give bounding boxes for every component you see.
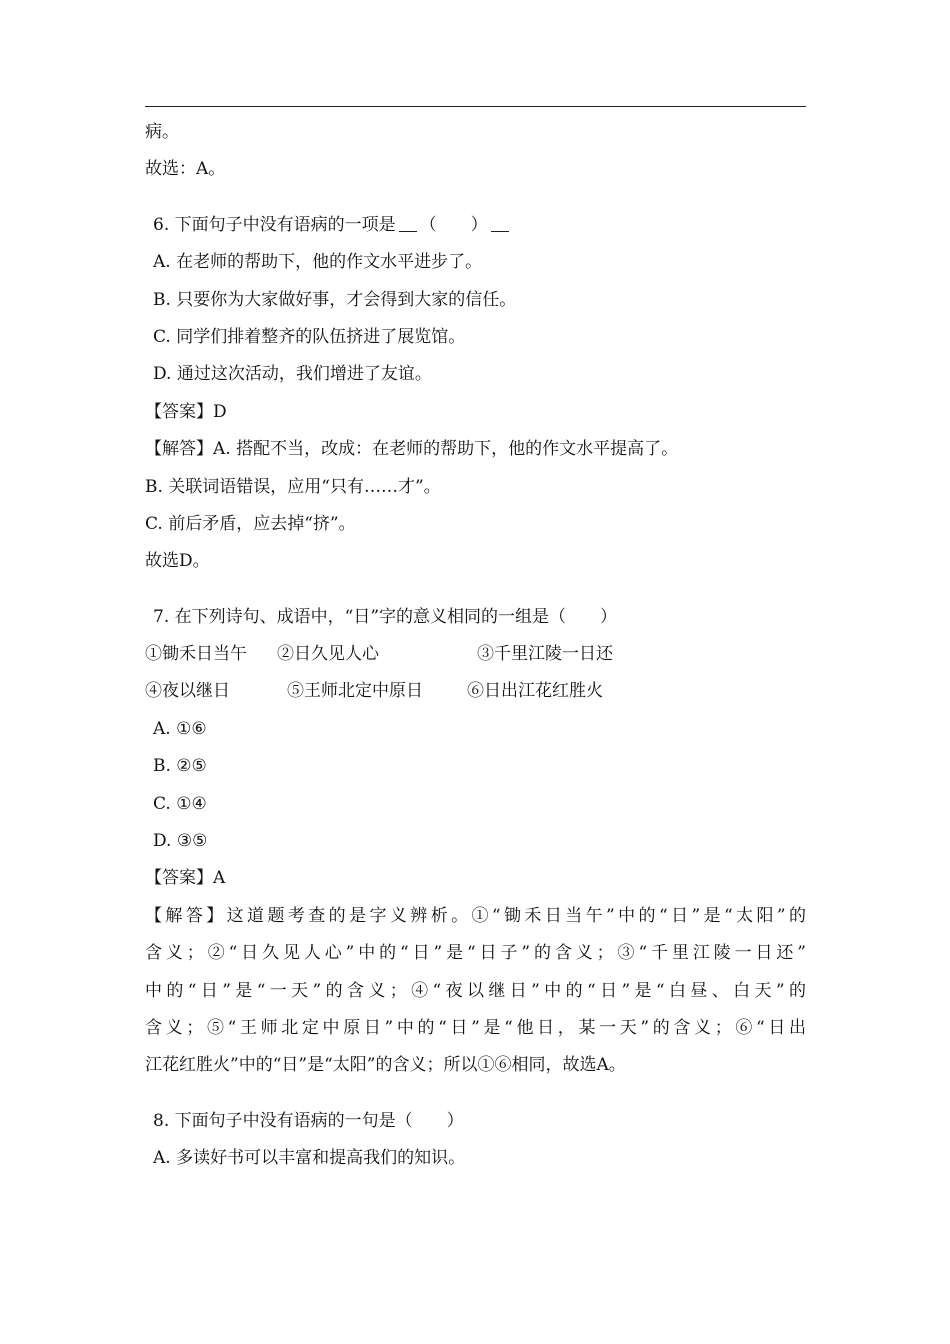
question-7 — [145, 599, 806, 1085]
answer-blank — [399, 215, 417, 232]
option-c: C. ①④ — [153, 793, 207, 814]
analysis-line: 【解答】这道题考查的是字义辨析。①“锄禾日当午”中的“日”是“太阳”的 — [145, 905, 806, 926]
analysis-line: 【解答】A. 搭配不当，改成：在老师的帮助下，他的作文水平提高了。 — [145, 439, 679, 460]
question-stem: 6. 下面句子中没有语病的一项是 （ ） — [145, 207, 806, 244]
answer-line: 【答案】D — [145, 401, 227, 422]
text-line: 故选：A。 — [145, 159, 226, 180]
option-a: A. ①⑥ — [153, 718, 207, 739]
analysis-line: 含义；②“日久见人心”中的“日”是“日子”的含义；③“千里江陵一日还” — [145, 943, 806, 964]
document-page — [145, 114, 806, 1178]
poem-item: ④夜以继日 — [145, 681, 230, 702]
option-d: D. 通过这次活动，我们增进了友谊。 — [153, 364, 432, 385]
option-d: D. ③⑤ — [153, 831, 208, 852]
poem-items-row — [145, 636, 806, 673]
option-b: B. 只要你为大家做好事，才会得到大家的信任。 — [153, 289, 517, 310]
question-8 — [145, 1103, 806, 1178]
option-a: A. 多读好书可以丰富和提高我们的知识。 — [153, 1148, 466, 1169]
analysis-line: 故选D。 — [145, 551, 210, 572]
option-b: B. ②⑤ — [153, 756, 207, 777]
header-rule — [145, 106, 806, 107]
question-6 — [145, 207, 806, 581]
poem-item: ⑤王师北定中原日 — [287, 681, 423, 702]
question-stem: 7. 在下列诗句、成语中，“日”字的意义相同的一组是（ ） — [153, 606, 618, 627]
text-line: 病。 — [145, 122, 179, 142]
analysis-line: 中的“日”是“一天”的含义；④“夜以继日”中的“日”是“白昼、白天”的 — [145, 980, 806, 1001]
analysis-line: B. 关联词语错误，应用“只有……才”。 — [145, 476, 441, 497]
question-stem: 8. 下面句子中没有语病的一句是（ ） — [153, 1110, 464, 1131]
analysis-line: 含义；⑤“王师北定中原日”中的“日”是“他日，某一天”的含义；⑥“日出 — [145, 1017, 806, 1038]
analysis-line: C. 前后矛盾，应去掉“挤”。 — [145, 513, 356, 534]
answer-line: 【答案】A — [145, 868, 226, 889]
option-a: A. 在老师的帮助下，他的作文水平进步了。 — [153, 252, 483, 273]
poem-item: ③千里江陵一日还 — [477, 644, 613, 665]
answer-blank — [491, 215, 509, 232]
poem-item: ②日久见人心 — [277, 644, 379, 665]
analysis-line: 江花红胜火”中的“日”是“太阳”的含义；所以①⑥相同，故选A。 — [145, 1055, 626, 1076]
poem-items-row — [145, 673, 806, 710]
poem-item: ①锄禾日当午 — [145, 644, 247, 665]
poem-item: ⑥日出江花红胜火 — [467, 681, 603, 702]
option-c: C. 同学们排着整齐的队伍挤进了展览馆。 — [153, 326, 466, 347]
